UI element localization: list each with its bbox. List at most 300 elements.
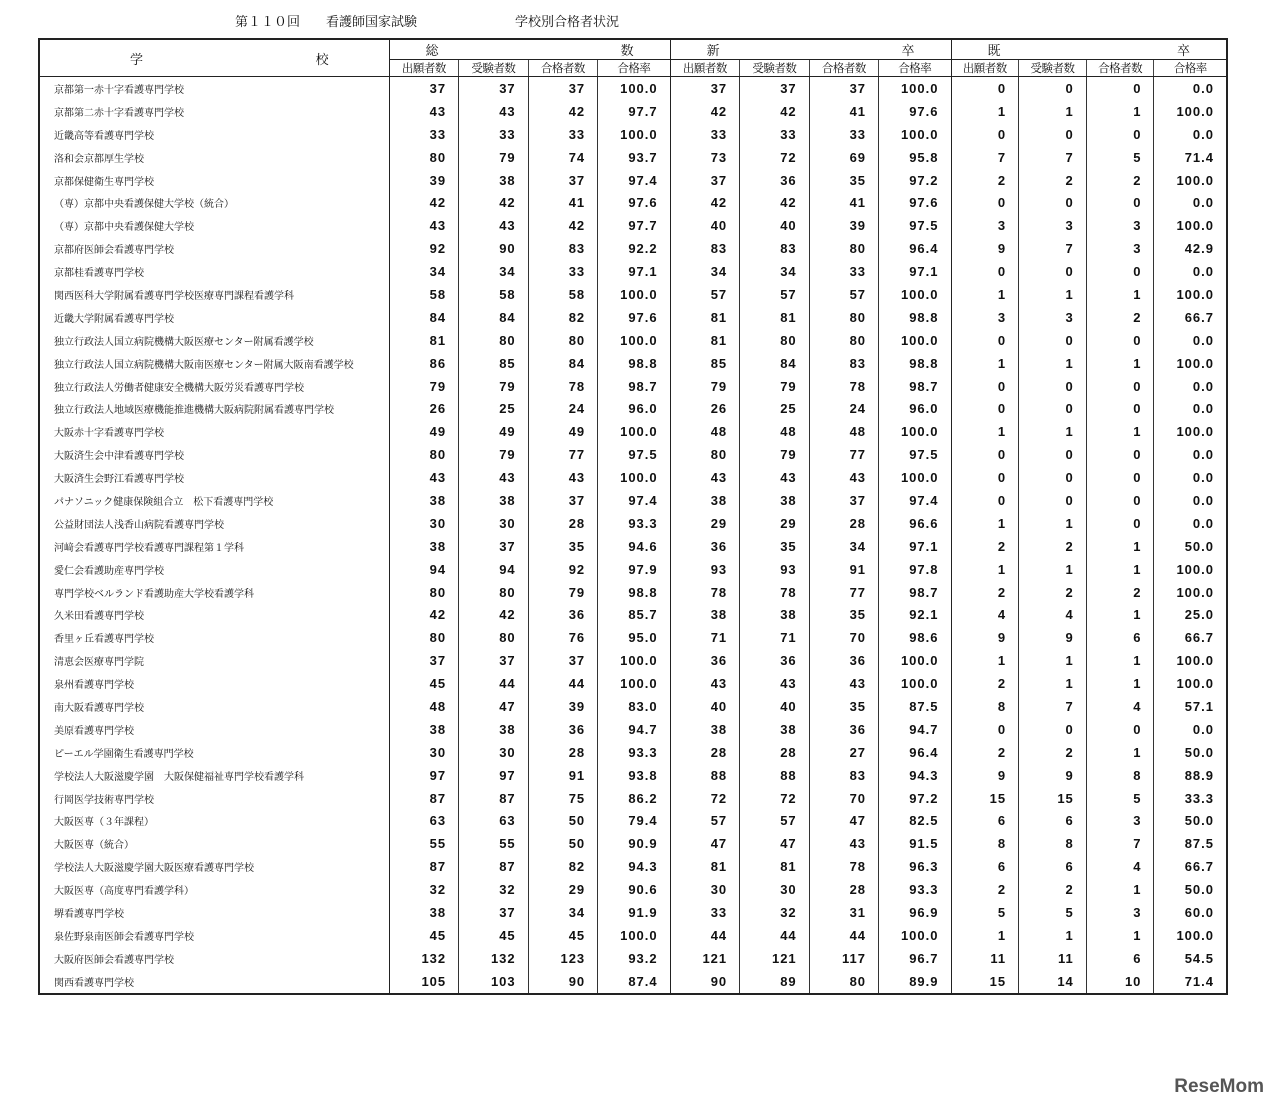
cell-value: 83 bbox=[670, 237, 740, 260]
cell-value: 38 bbox=[389, 489, 459, 512]
cell-value: 86.2 bbox=[598, 787, 670, 810]
cell-value: 25 bbox=[740, 397, 810, 420]
cell-value: 47 bbox=[809, 810, 878, 833]
cell-value: 93.3 bbox=[879, 878, 951, 901]
cell-value: 100.0 bbox=[879, 466, 951, 489]
cell-value: 5 bbox=[951, 901, 1019, 924]
cell-value: 97.7 bbox=[598, 214, 670, 237]
cell-value: 0 bbox=[951, 718, 1019, 741]
cell-value: 5 bbox=[1086, 146, 1154, 169]
cell-value: 97.5 bbox=[598, 443, 670, 466]
cell-value: 7 bbox=[951, 146, 1019, 169]
cell-value: 43 bbox=[670, 466, 740, 489]
cell-value: 1 bbox=[1019, 100, 1087, 123]
cell-value: 31 bbox=[809, 901, 878, 924]
column-header: 合格者数 bbox=[1086, 60, 1154, 77]
cell-value: 32 bbox=[389, 878, 459, 901]
cell-value: 36 bbox=[740, 649, 810, 672]
cell-value: 27 bbox=[809, 741, 878, 764]
cell-value: 100.0 bbox=[1154, 924, 1227, 947]
cell-value: 83 bbox=[809, 352, 878, 375]
cell-value: 3 bbox=[1086, 237, 1154, 260]
cell-value: 9 bbox=[1019, 764, 1087, 787]
cell-value: 44 bbox=[459, 672, 529, 695]
cell-value: 98.7 bbox=[598, 375, 670, 398]
column-header: 出願者数 bbox=[670, 60, 740, 77]
cell-value: 15 bbox=[951, 787, 1019, 810]
cell-value: 42 bbox=[459, 603, 529, 626]
table-row bbox=[39, 626, 1227, 649]
school-name: 大阪医専（３年課程） bbox=[39, 810, 389, 833]
cell-value: 60.0 bbox=[1154, 901, 1227, 924]
cell-value: 81 bbox=[670, 306, 740, 329]
cell-value: 0 bbox=[1086, 397, 1154, 420]
cell-value: 3 bbox=[1086, 214, 1154, 237]
cell-value: 97.5 bbox=[879, 443, 951, 466]
cell-value: 79 bbox=[459, 375, 529, 398]
column-header: 受験者数 bbox=[459, 60, 529, 77]
cell-value: 36 bbox=[528, 718, 598, 741]
cell-value: 88 bbox=[740, 764, 810, 787]
cell-value: 87 bbox=[389, 855, 459, 878]
cell-value: 1 bbox=[1019, 672, 1087, 695]
cell-value: 79 bbox=[459, 146, 529, 169]
cell-value: 33 bbox=[740, 123, 810, 146]
cell-value: 0 bbox=[1086, 123, 1154, 146]
cell-value: 38 bbox=[459, 169, 529, 192]
cell-value: 1 bbox=[951, 420, 1019, 443]
school-name: 愛仁会看護助産専門学校 bbox=[39, 558, 389, 581]
cell-value: 25 bbox=[459, 397, 529, 420]
cell-value: 1 bbox=[1019, 558, 1087, 581]
cell-value: 6 bbox=[951, 810, 1019, 833]
cell-value: 96.4 bbox=[879, 237, 951, 260]
cell-value: 49 bbox=[389, 420, 459, 443]
cell-value: 66.7 bbox=[1154, 306, 1227, 329]
cell-value: 42 bbox=[389, 603, 459, 626]
cell-value: 2 bbox=[951, 878, 1019, 901]
cell-value: 93 bbox=[740, 558, 810, 581]
cell-value: 43 bbox=[528, 466, 598, 489]
cell-value: 93.8 bbox=[598, 764, 670, 787]
cell-value: 2 bbox=[1019, 741, 1087, 764]
cell-value: 33 bbox=[670, 123, 740, 146]
cell-value: 0 bbox=[1086, 443, 1154, 466]
cell-value: 0 bbox=[951, 489, 1019, 512]
cell-value: 3 bbox=[1086, 810, 1154, 833]
cell-value: 83.0 bbox=[598, 695, 670, 718]
cell-value: 80 bbox=[459, 329, 529, 352]
school-name: 公益財団法人浅香山病院看護専門学校 bbox=[39, 512, 389, 535]
cell-value: 38 bbox=[459, 718, 529, 741]
cell-value: 1 bbox=[951, 512, 1019, 535]
cell-value: 83 bbox=[809, 764, 878, 787]
cell-value: 34 bbox=[528, 901, 598, 924]
cell-value: 96.0 bbox=[879, 397, 951, 420]
cell-value: 0 bbox=[1019, 260, 1087, 283]
school-header-right: 校 bbox=[315, 52, 329, 68]
cell-value: 81 bbox=[740, 306, 810, 329]
cell-value: 63 bbox=[459, 810, 529, 833]
cell-value: 79 bbox=[740, 443, 810, 466]
cell-value: 97.4 bbox=[598, 169, 670, 192]
cell-value: 97.1 bbox=[879, 260, 951, 283]
resemom-logo: ReseMom bbox=[1174, 1076, 1264, 1097]
cell-value: 34 bbox=[389, 260, 459, 283]
cell-value: 100.0 bbox=[598, 649, 670, 672]
cell-value: 9 bbox=[1019, 626, 1087, 649]
cell-value: 95.0 bbox=[598, 626, 670, 649]
cell-value: 1 bbox=[1019, 283, 1087, 306]
column-header: 出願者数 bbox=[951, 60, 1019, 77]
table-row bbox=[39, 718, 1227, 741]
cell-value: 42 bbox=[740, 100, 810, 123]
cell-value: 105 bbox=[389, 970, 459, 994]
cell-value: 37 bbox=[528, 77, 598, 100]
cell-value: 47 bbox=[459, 695, 529, 718]
cell-value: 97.4 bbox=[598, 489, 670, 512]
cell-value: 97 bbox=[459, 764, 529, 787]
cell-value: 0 bbox=[951, 191, 1019, 214]
cell-value: 37 bbox=[459, 649, 529, 672]
cell-value: 24 bbox=[528, 397, 598, 420]
school-name: 京都第二赤十字看護専門学校 bbox=[39, 100, 389, 123]
cell-value: 96.0 bbox=[598, 397, 670, 420]
cell-value: 98.8 bbox=[598, 581, 670, 604]
cell-value: 87 bbox=[459, 855, 529, 878]
cell-value: 1 bbox=[1019, 420, 1087, 443]
cell-value: 2 bbox=[1086, 306, 1154, 329]
cell-value: 57 bbox=[809, 283, 878, 306]
table-row bbox=[39, 352, 1227, 375]
cell-value: 0 bbox=[1019, 191, 1087, 214]
cell-value: 6 bbox=[1019, 855, 1087, 878]
cell-value: 100.0 bbox=[598, 283, 670, 306]
cell-value: 29 bbox=[670, 512, 740, 535]
school-name: 泉佐野泉南医師会看護専門学校 bbox=[39, 924, 389, 947]
table-row bbox=[39, 741, 1227, 764]
cell-value: 1 bbox=[1086, 420, 1154, 443]
cell-value: 25.0 bbox=[1154, 603, 1227, 626]
cell-value: 3 bbox=[1086, 901, 1154, 924]
cell-value: 92 bbox=[528, 558, 598, 581]
cell-value: 97.1 bbox=[598, 260, 670, 283]
school-name: 河﨑会看護専門学校看護専門課程第１学科 bbox=[39, 535, 389, 558]
cell-value: 2 bbox=[1019, 169, 1087, 192]
cell-value: 42 bbox=[528, 214, 598, 237]
cell-value: 9 bbox=[951, 237, 1019, 260]
cell-value: 0 bbox=[951, 397, 1019, 420]
cell-value: 30 bbox=[459, 512, 529, 535]
column-header: 合格者数 bbox=[528, 60, 598, 77]
cell-value: 117 bbox=[809, 947, 878, 970]
cell-value: 72 bbox=[740, 787, 810, 810]
cell-value: 6 bbox=[1019, 810, 1087, 833]
cell-value: 1 bbox=[1086, 535, 1154, 558]
cell-value: 38 bbox=[670, 603, 740, 626]
cell-value: 100.0 bbox=[598, 466, 670, 489]
cell-value: 3 bbox=[1019, 306, 1087, 329]
cell-value: 43 bbox=[459, 466, 529, 489]
school-name: 美原看護専門学校 bbox=[39, 718, 389, 741]
cell-value: 2 bbox=[1086, 169, 1154, 192]
cell-value: 87.4 bbox=[598, 970, 670, 994]
cell-value: 97.6 bbox=[879, 100, 951, 123]
table-row bbox=[39, 489, 1227, 512]
cell-value: 2 bbox=[1019, 535, 1087, 558]
cell-value: 1 bbox=[1086, 924, 1154, 947]
cell-value: 41 bbox=[809, 100, 878, 123]
cell-value: 41 bbox=[528, 191, 598, 214]
cell-value: 80 bbox=[459, 581, 529, 604]
table-row bbox=[39, 855, 1227, 878]
cell-value: 1 bbox=[951, 558, 1019, 581]
cell-value: 43 bbox=[740, 672, 810, 695]
cell-value: 26 bbox=[389, 397, 459, 420]
cell-value: 72 bbox=[740, 146, 810, 169]
cell-value: 0.0 bbox=[1154, 191, 1227, 214]
cell-value: 0 bbox=[1019, 123, 1087, 146]
cell-value: 97.8 bbox=[879, 558, 951, 581]
school-name: 専門学校ベルランド看護助産大学校看護学科 bbox=[39, 581, 389, 604]
cell-value: 34 bbox=[670, 260, 740, 283]
cell-value: 100.0 bbox=[1154, 558, 1227, 581]
cell-value: 95.8 bbox=[879, 146, 951, 169]
cell-value: 91 bbox=[809, 558, 878, 581]
cell-value: 0 bbox=[1086, 329, 1154, 352]
table-row bbox=[39, 329, 1227, 352]
cell-value: 26 bbox=[670, 397, 740, 420]
school-name: 南大阪看護専門学校 bbox=[39, 695, 389, 718]
cell-value: 94.3 bbox=[598, 855, 670, 878]
cell-value: 78 bbox=[809, 375, 878, 398]
cell-value: 57 bbox=[740, 810, 810, 833]
cell-value: 24 bbox=[809, 397, 878, 420]
cell-value: 49 bbox=[528, 420, 598, 443]
cell-value: 90.6 bbox=[598, 878, 670, 901]
cell-value: 0 bbox=[1086, 77, 1154, 100]
school-name: 独立行政法人国立病院機構大阪医療センター附属看護学校 bbox=[39, 329, 389, 352]
school-name: ピーエル学園衛生看護専門学校 bbox=[39, 741, 389, 764]
cell-value: 0 bbox=[1019, 466, 1087, 489]
cell-value: 38 bbox=[740, 489, 810, 512]
cell-value: 100.0 bbox=[1154, 100, 1227, 123]
cell-value: 11 bbox=[1019, 947, 1087, 970]
cell-value: 1 bbox=[1086, 741, 1154, 764]
cell-value: 80 bbox=[670, 443, 740, 466]
cell-value: 28 bbox=[740, 741, 810, 764]
cell-value: 0.0 bbox=[1154, 443, 1227, 466]
cell-value: 38 bbox=[670, 718, 740, 741]
cell-value: 0 bbox=[1019, 77, 1087, 100]
cell-value: 37 bbox=[528, 489, 598, 512]
cell-value: 0 bbox=[1086, 489, 1154, 512]
cell-value: 86 bbox=[389, 352, 459, 375]
cell-value: 43 bbox=[809, 466, 878, 489]
table-row bbox=[39, 970, 1227, 994]
cell-value: 37 bbox=[528, 649, 598, 672]
cell-value: 40 bbox=[670, 695, 740, 718]
cell-value: 38 bbox=[389, 718, 459, 741]
exam-title: 第１１０回 看護師国家試験 bbox=[235, 15, 418, 30]
cell-value: 4 bbox=[1086, 855, 1154, 878]
cell-value: 1 bbox=[1086, 352, 1154, 375]
cell-value: 7 bbox=[1086, 832, 1154, 855]
table-row bbox=[39, 810, 1227, 833]
cell-value: 72 bbox=[670, 787, 740, 810]
cell-value: 2 bbox=[1086, 581, 1154, 604]
column-header: 受験者数 bbox=[1019, 60, 1087, 77]
cell-value: 0 bbox=[951, 443, 1019, 466]
column-header: 合格率 bbox=[879, 60, 951, 77]
school-name: 独立行政法人労働者健康安全機構大阪労災看護専門学校 bbox=[39, 375, 389, 398]
cell-value: 80 bbox=[528, 329, 598, 352]
cell-value: 2 bbox=[951, 169, 1019, 192]
cell-value: 90 bbox=[528, 970, 598, 994]
cell-value: 96.3 bbox=[879, 855, 951, 878]
cell-value: 97.4 bbox=[879, 489, 951, 512]
cell-value: 97.5 bbox=[879, 214, 951, 237]
cell-value: 2 bbox=[951, 581, 1019, 604]
cell-value: 100.0 bbox=[1154, 649, 1227, 672]
group-header-total: 総 数 bbox=[389, 39, 670, 60]
cell-value: 77 bbox=[809, 443, 878, 466]
cell-value: 1 bbox=[1086, 672, 1154, 695]
cell-value: 80 bbox=[809, 306, 878, 329]
cell-value: 1 bbox=[1019, 649, 1087, 672]
cell-value: 28 bbox=[528, 512, 598, 535]
school-name: 関西看護専門学校 bbox=[39, 970, 389, 994]
cell-value: 100.0 bbox=[879, 649, 951, 672]
cell-value: 84 bbox=[459, 306, 529, 329]
results-table bbox=[38, 38, 1228, 995]
table-row bbox=[39, 535, 1227, 558]
cell-value: 42 bbox=[670, 100, 740, 123]
cell-value: 48 bbox=[740, 420, 810, 443]
cell-value: 93.3 bbox=[598, 512, 670, 535]
table-row bbox=[39, 306, 1227, 329]
cell-value: 36 bbox=[809, 649, 878, 672]
cell-value: 4 bbox=[951, 603, 1019, 626]
cell-value: 33 bbox=[459, 123, 529, 146]
cell-value: 57 bbox=[740, 283, 810, 306]
cell-value: 91.5 bbox=[879, 832, 951, 855]
school-name: 学校法人大阪滋慶学園 大阪保健福祉専門学校看護学科 bbox=[39, 764, 389, 787]
school-name: 大阪医専（統合） bbox=[39, 832, 389, 855]
cell-value: 43 bbox=[809, 672, 878, 695]
cell-value: 0.0 bbox=[1154, 375, 1227, 398]
table-row bbox=[39, 443, 1227, 466]
cell-value: 100.0 bbox=[598, 420, 670, 443]
cell-value: 71.4 bbox=[1154, 970, 1227, 994]
cell-value: 30 bbox=[670, 878, 740, 901]
cell-value: 36 bbox=[528, 603, 598, 626]
cell-value: 100.0 bbox=[879, 283, 951, 306]
school-name: 大阪済生会中津看護専門学校 bbox=[39, 443, 389, 466]
cell-value: 42 bbox=[528, 100, 598, 123]
cell-value: 28 bbox=[528, 741, 598, 764]
cell-value: 94.7 bbox=[879, 718, 951, 741]
cell-value: 42.9 bbox=[1154, 237, 1227, 260]
cell-value: 48 bbox=[809, 420, 878, 443]
cell-value: 0 bbox=[1086, 512, 1154, 535]
cell-value: 44 bbox=[670, 924, 740, 947]
cell-value: 30 bbox=[389, 741, 459, 764]
column-header: 合格者数 bbox=[809, 60, 878, 77]
school-name: 久米田看護専門学校 bbox=[39, 603, 389, 626]
cell-value: 42 bbox=[389, 191, 459, 214]
cell-value: 37 bbox=[389, 649, 459, 672]
cell-value: 3 bbox=[951, 306, 1019, 329]
cell-value: 32 bbox=[459, 878, 529, 901]
school-name: 香里ヶ丘看護専門学校 bbox=[39, 626, 389, 649]
cell-value: 28 bbox=[670, 741, 740, 764]
document-subtitle: 学校別合格者状況 bbox=[515, 15, 620, 30]
cell-value: 79 bbox=[459, 443, 529, 466]
cell-value: 0.0 bbox=[1154, 397, 1227, 420]
cell-value: 1 bbox=[951, 649, 1019, 672]
cell-value: 1 bbox=[1086, 558, 1154, 581]
cell-value: 0 bbox=[1019, 375, 1087, 398]
cell-value: 94.7 bbox=[598, 718, 670, 741]
cell-value: 66.7 bbox=[1154, 626, 1227, 649]
cell-value: 79 bbox=[740, 375, 810, 398]
school-name: 独立行政法人国立病院機構大阪南医療センター附属大阪南看護学校 bbox=[39, 352, 389, 375]
cell-value: 3 bbox=[1019, 214, 1087, 237]
cell-value: 50.0 bbox=[1154, 878, 1227, 901]
cell-value: 33 bbox=[809, 123, 878, 146]
school-name: （専）京都中央看護保健大学校（統合） bbox=[39, 191, 389, 214]
cell-value: 73 bbox=[670, 146, 740, 169]
cell-value: 3 bbox=[951, 214, 1019, 237]
school-header-left: 学 bbox=[130, 52, 144, 68]
cell-value: 79 bbox=[670, 375, 740, 398]
cell-value: 71 bbox=[670, 626, 740, 649]
cell-value: 0.0 bbox=[1154, 260, 1227, 283]
cell-value: 1 bbox=[1086, 878, 1154, 901]
table-row bbox=[39, 237, 1227, 260]
cell-value: 2 bbox=[1019, 878, 1087, 901]
cell-value: 93.7 bbox=[598, 146, 670, 169]
cell-value: 54.5 bbox=[1154, 947, 1227, 970]
school-name: 洛和会京都厚生学校 bbox=[39, 146, 389, 169]
cell-value: 96.4 bbox=[879, 741, 951, 764]
cell-value: 1 bbox=[951, 352, 1019, 375]
cell-value: 30 bbox=[389, 512, 459, 535]
cell-value: 35 bbox=[528, 535, 598, 558]
cell-value: 90.9 bbox=[598, 832, 670, 855]
cell-value: 0 bbox=[1086, 191, 1154, 214]
cell-value: 80 bbox=[459, 626, 529, 649]
group-header-prior-grad: 既 卒 bbox=[951, 39, 1227, 60]
cell-value: 1 bbox=[951, 283, 1019, 306]
cell-value: 50.0 bbox=[1154, 810, 1227, 833]
cell-value: 7 bbox=[1019, 237, 1087, 260]
cell-value: 1 bbox=[1019, 924, 1087, 947]
cell-value: 37 bbox=[459, 901, 529, 924]
column-header: 出願者数 bbox=[389, 60, 459, 77]
cell-value: 100.0 bbox=[879, 420, 951, 443]
cell-value: 93.3 bbox=[598, 741, 670, 764]
cell-value: 43 bbox=[459, 100, 529, 123]
table-row bbox=[39, 581, 1227, 604]
cell-value: 0 bbox=[951, 77, 1019, 100]
cell-value: 71 bbox=[740, 626, 810, 649]
school-name: 泉州看護専門学校 bbox=[39, 672, 389, 695]
table-row bbox=[39, 146, 1227, 169]
cell-value: 33 bbox=[528, 123, 598, 146]
table-row bbox=[39, 924, 1227, 947]
